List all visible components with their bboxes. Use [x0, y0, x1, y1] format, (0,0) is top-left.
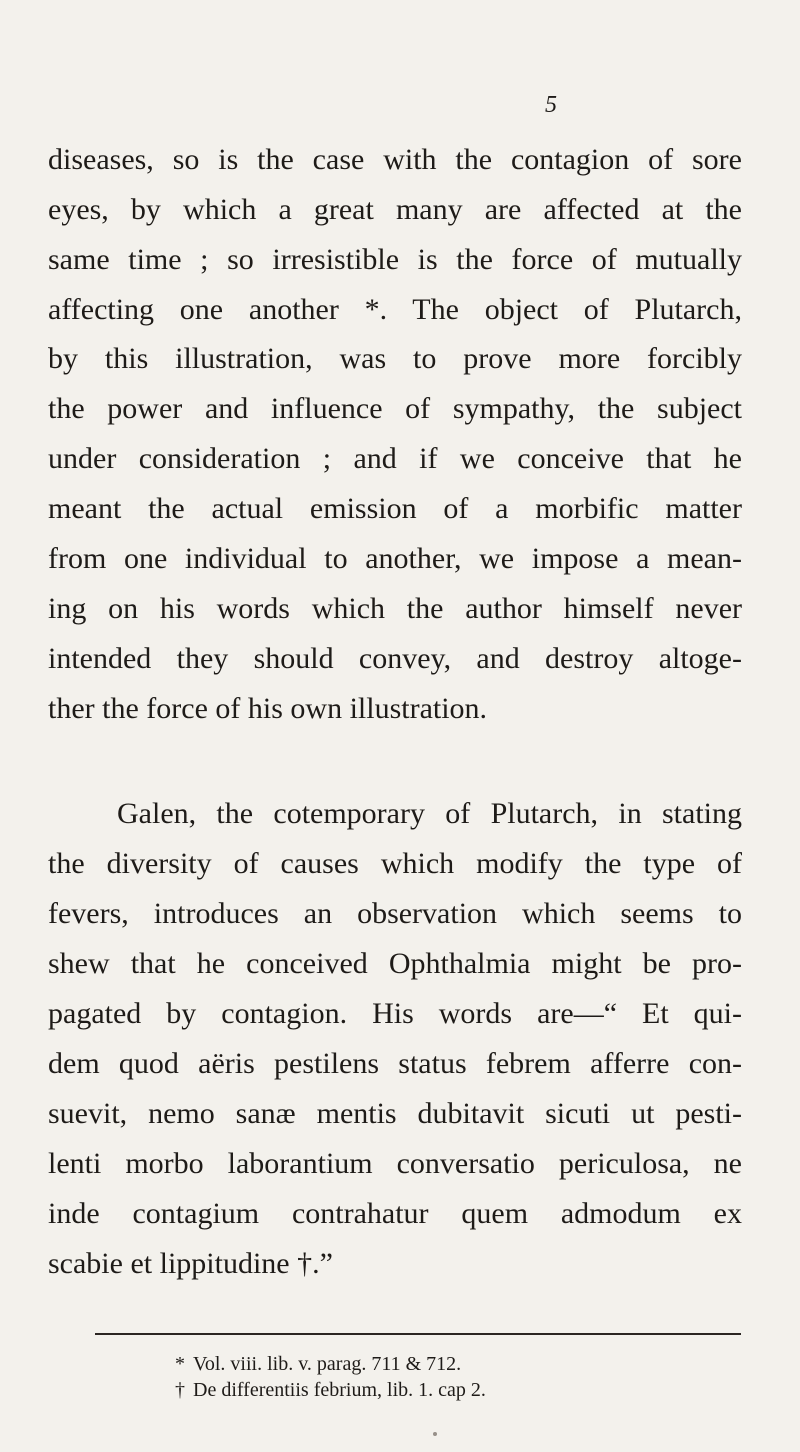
- paragraph-1-line-6: the power and influence of sympathy, the subject: [48, 392, 742, 425]
- footnote-2-text: De differentiis febrium, lib. 1. cap 2.: [193, 1379, 486, 1401]
- paragraph-2-line-6: dem quod aëris pestilens status febrem afferre con-: [48, 1047, 742, 1080]
- paragraph-2-line-8: lenti morbo laborantium conversatio periculosa, ne: [48, 1147, 742, 1180]
- paragraph-1-line-1: diseases, so is the case with the contagion of sore: [48, 143, 742, 176]
- paragraph-2-line-1: Galen, the cotemporary of Plutarch, in stating: [117, 797, 742, 830]
- paragraph-1-line-10: ing on his words which the author himself never: [48, 592, 742, 625]
- paragraph-2-line-4: shew that he conceived Ophthalmia might be pro-: [48, 947, 742, 980]
- paragraph-1-line-11: intended they should convey, and destroy altoge-: [48, 642, 742, 675]
- paragraph-2-line-5: pagated by contagion. His words are—“ Et qui-: [48, 997, 742, 1030]
- footnote-1-text: Vol. viii. lib. v. parag. 711 & 712.: [193, 1353, 462, 1375]
- paragraph-1-line-4: affecting one another *. The object of Plutarch,: [48, 293, 742, 326]
- footnote-1-mark: *: [175, 1353, 185, 1375]
- footnote-divider: [95, 1333, 741, 1335]
- ink-speck: [433, 1432, 437, 1436]
- paragraph-2-line-9: inde contagium contrahatur quem admodum ex: [48, 1197, 742, 1230]
- page-number: 5: [545, 92, 558, 118]
- paragraph-1-line-8: meant the actual emission of a morbific matter: [48, 492, 742, 525]
- footnote-2: [175, 1378, 486, 1402]
- paragraph-1-line-9: from one individual to another, we impose a mean-: [48, 542, 742, 575]
- paragraph-1-line-5: by this illustration, was to prove more forcibly: [48, 342, 742, 375]
- paragraph-1-line-2: eyes, by which a great many are affected at the: [48, 193, 742, 226]
- paragraph-1-line-7: under consideration ; and if we conceive that he: [48, 442, 742, 475]
- paragraph-2-line-10: scabie et lippitudine †.”: [48, 1247, 333, 1280]
- paragraph-2-line-3: fevers, introduces an observation which seems to: [48, 897, 742, 930]
- paragraph-2-line-7: suevit, nemo sanæ mentis dubitavit sicuti ut pesti-: [48, 1097, 742, 1130]
- footnote-1: [175, 1352, 461, 1376]
- paragraph-1-line-3: same time ; so irresistible is the force of mutually: [48, 243, 742, 276]
- paragraph-2-line-2: the diversity of causes which modify the type of: [48, 847, 742, 880]
- footnote-2-mark: †: [175, 1379, 185, 1401]
- paragraph-1-line-12: ther the force of his own illustration.: [48, 692, 488, 725]
